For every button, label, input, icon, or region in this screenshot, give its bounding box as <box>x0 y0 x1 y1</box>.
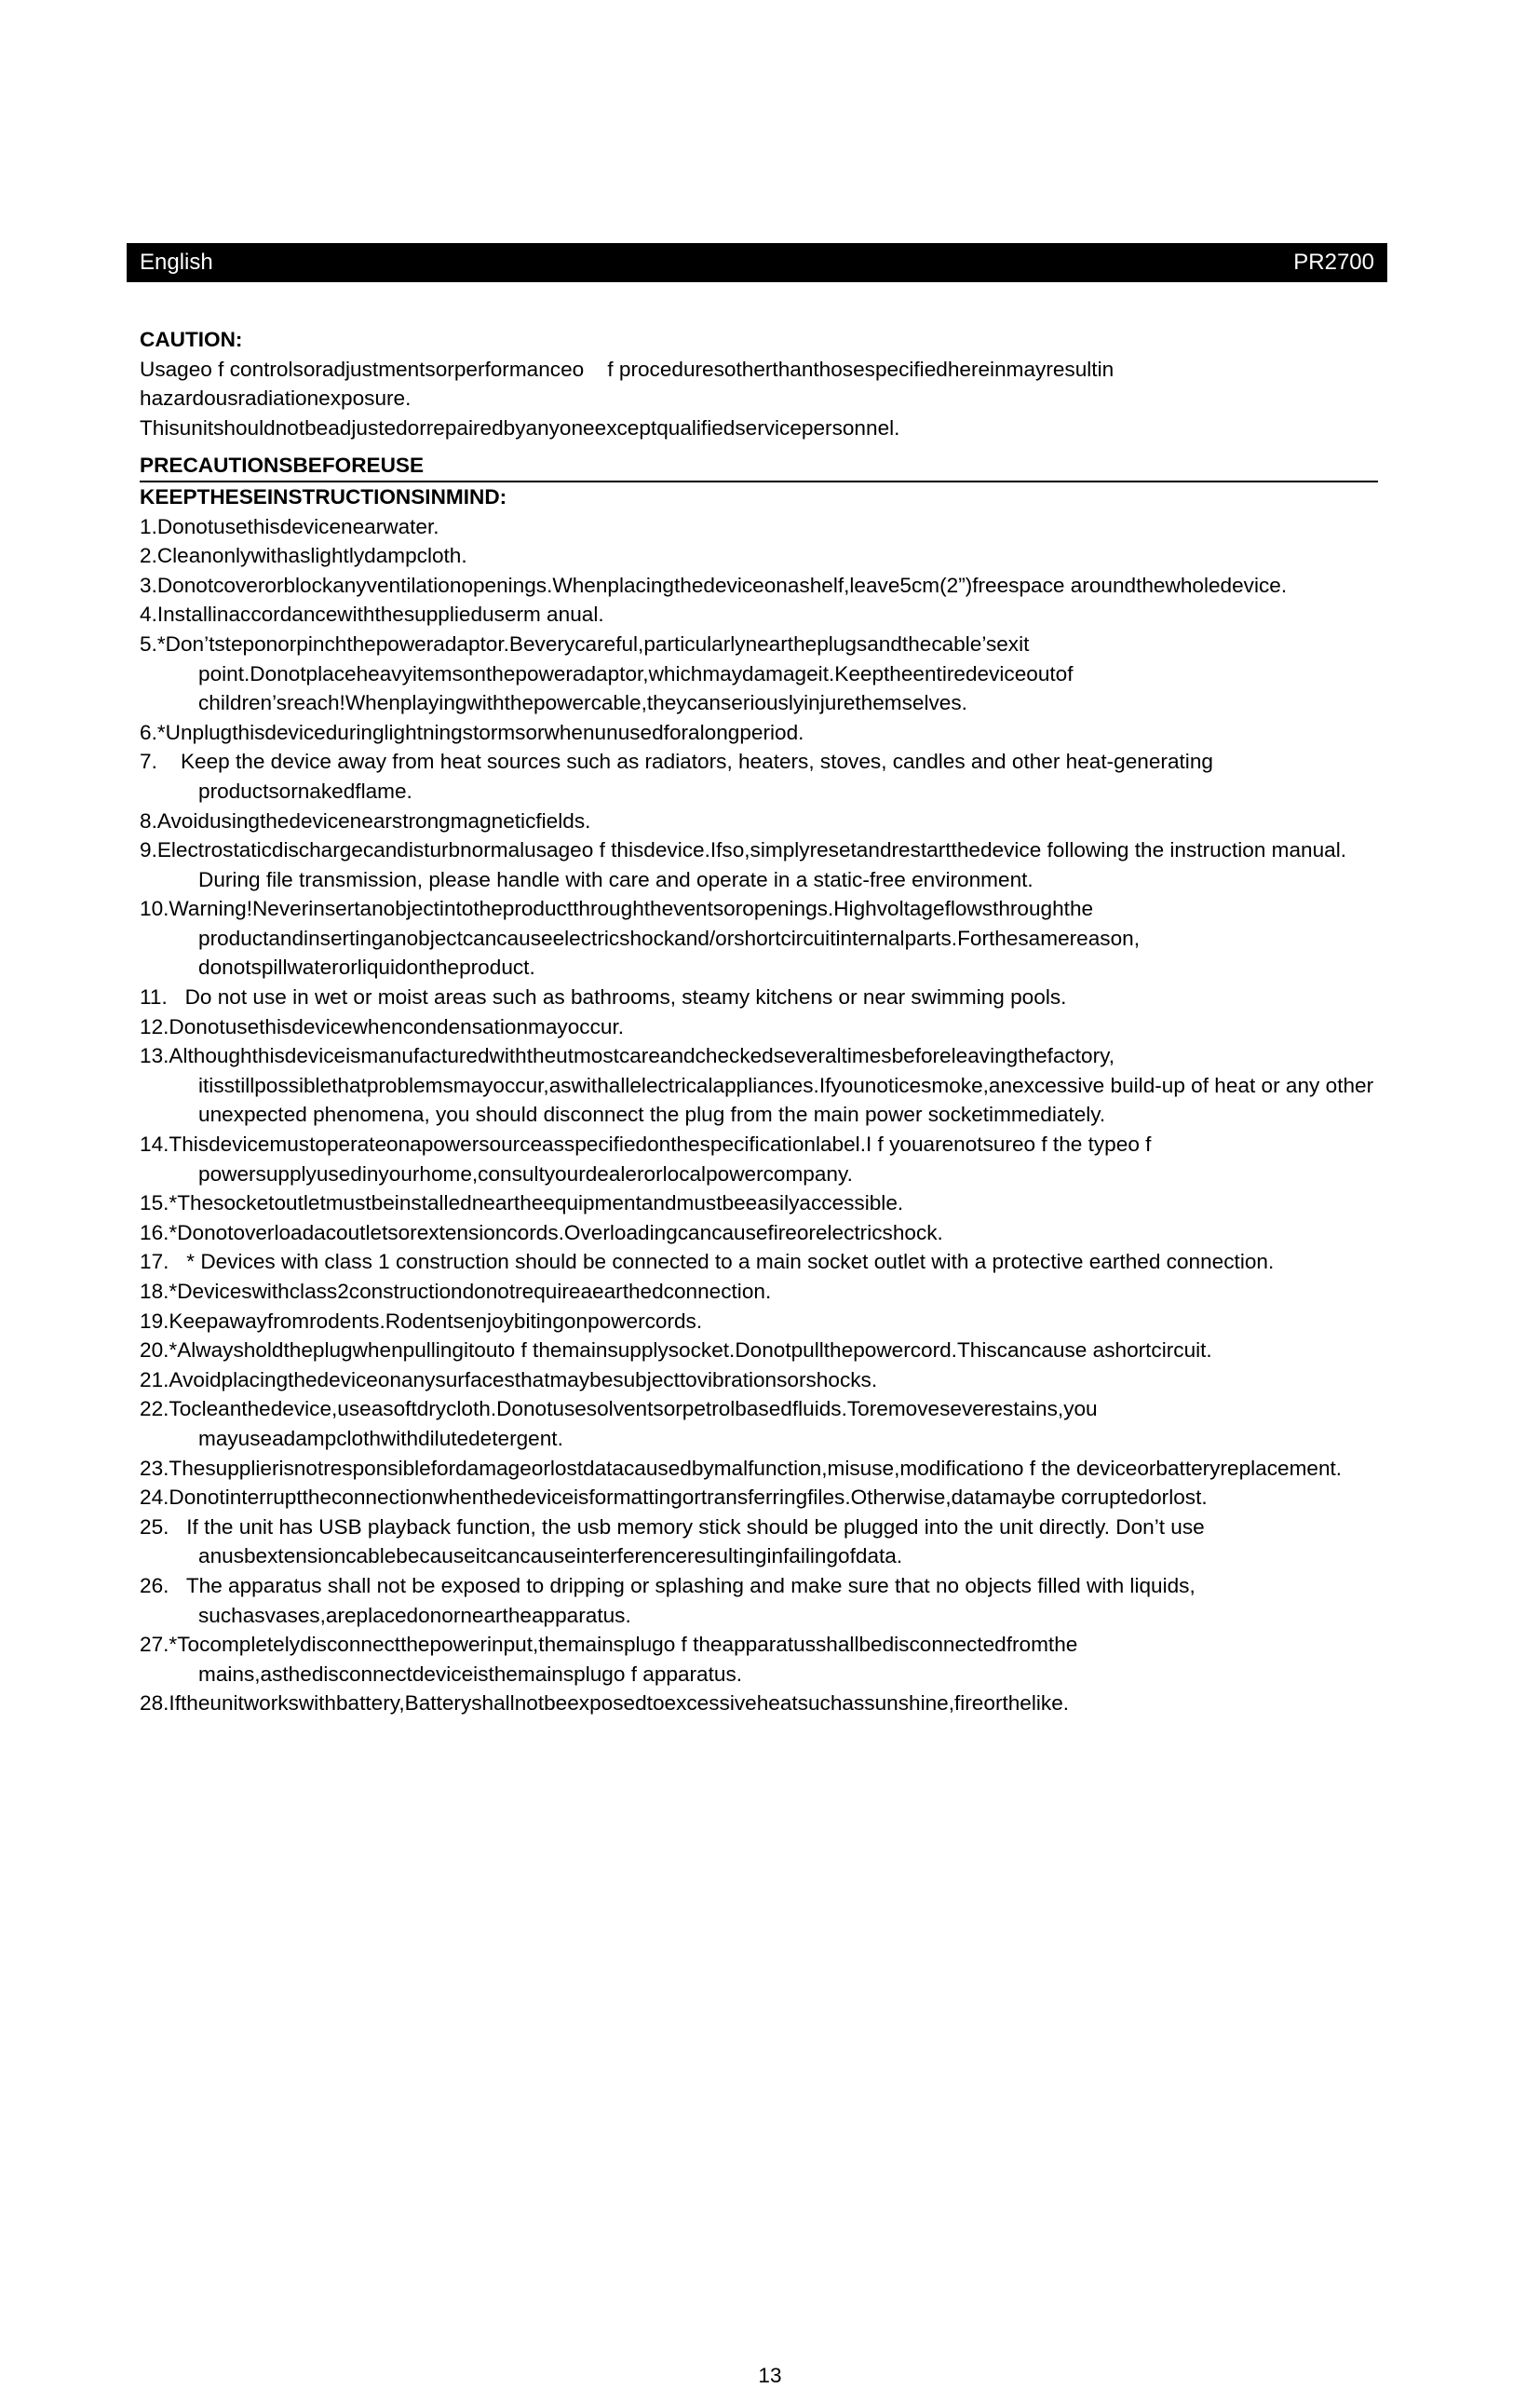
list-item <box>140 1454 1378 1484</box>
list-item <box>140 1483 1378 1513</box>
caution-line-2: hazardousradiationexposure. <box>140 387 412 411</box>
list-item-text: Thisdevicemustoperateonapowersourceasspecifiedonthespecificationlabel.I f youarenotsureo f the typeo f powersupplyusedinyourhome,consultyourdealerorlocalpowercompany. <box>169 1133 1152 1186</box>
list-item-text: Donotinterrupttheconnectionwhenthedeviceisformattingortransferringfiles.Otherwise,datamaybe corruptedorlost. <box>169 1486 1208 1510</box>
list-item-text: Avoidplacingthedeviceonanysurfacesthatmaybesubjecttovibrationsorshocks. <box>169 1367 878 1391</box>
list-item-number: 26. <box>140 1573 186 1597</box>
list-item-number: 6. <box>140 720 157 744</box>
list-item-text: * Devices with class 1 construction should be connected to a main socket outlet with a protective earthed connection. <box>186 1250 1275 1274</box>
list-item <box>140 1130 1378 1188</box>
list-item-number: 16. <box>140 1220 169 1244</box>
list-item-number: 27. <box>140 1633 169 1657</box>
list-item-number: 13. <box>140 1044 169 1068</box>
list-item <box>140 1365 1378 1395</box>
list-item <box>140 747 1378 806</box>
list-item-number: 4. <box>140 603 157 627</box>
list-item <box>140 894 1378 983</box>
list-item <box>140 1307 1378 1336</box>
list-item-number: 5. <box>140 631 157 656</box>
list-item-number: 7. <box>140 750 181 774</box>
list-item <box>140 1277 1378 1307</box>
list-item <box>140 1188 1378 1218</box>
list-item-text: Tocleanthedevice,useasoftdrycloth.Donotusesolventsorpetrolbasedfluids.Toremoveseverestains,you mayuseadampclothwithdilutedetergent. <box>169 1397 1098 1450</box>
list-item <box>140 983 1378 1012</box>
list-item-text: Donotusethisdevicenearwater. <box>156 514 439 538</box>
list-item-number: 18. <box>140 1280 169 1303</box>
list-item-number: 11. <box>140 985 185 1010</box>
list-item <box>140 1571 1378 1630</box>
list-item <box>140 807 1378 836</box>
list-item <box>140 1630 1378 1689</box>
list-item <box>140 512 1378 542</box>
list-item-text: Donotusethisdevicewhencondensationmayoccur. <box>169 1014 625 1038</box>
list-item-number: 21. <box>140 1367 169 1391</box>
caution-title: CAUTION: <box>140 328 243 351</box>
list-item-text: *Deviceswithclass2constructiondonotrequireaearthedconnection. <box>169 1280 772 1303</box>
list-item-text: Althoughthisdeviceismanufacturedwiththeutmostcareandcheckedseveraltimesbeforeleavingthefactory, itisstillpossiblethatproblemsmayoccur,aswithallelectricalappliances.Ifyounoticesmoke,anexcessive build-up of heat or any other unexpected phenomena, you should disconnect the plug from the main power socketimmediately. <box>169 1044 1374 1127</box>
list-item-text: Keepawayfromrodents.Rodentsenjoybitingonpowercords. <box>169 1309 703 1333</box>
list-item-number: 24. <box>140 1486 169 1510</box>
list-item-number: 10. <box>140 897 169 921</box>
list-item <box>140 541 1378 571</box>
list-item <box>140 630 1378 718</box>
list-item-number: 19. <box>140 1309 169 1333</box>
document-body <box>140 325 1378 1718</box>
list-item-text: *Unplugthisdeviceduringlightningstormsorwhenunusedforalongperiod. <box>156 720 804 744</box>
list-item-text: *Don’tsteponorpinchthepoweradaptor.Beverycareful,particularlyneartheplugsandthecable’sexit point.Donotplaceheavyitemsonthepoweradaptor,whichmaydamageit.Keeptheentiredeviceoutof children’sreach!Whenplayingwiththepowercable,theycanseriouslyinjurethemselves. <box>156 631 1074 715</box>
list-item-text: *Thesocketoutletmustbeinstalledneartheequipmentandmustbeeasilyaccessible. <box>169 1191 904 1215</box>
list-item-text: *Tocompletelydisconnectthepowerinput,themainsplugo f theapparatusshallbedisconnectedfromthe mains,asthedisconnectdeviceisthemainsplugo f apparatus. <box>169 1633 1078 1686</box>
list-item-number: 23. <box>140 1456 169 1480</box>
precautions-list <box>140 512 1378 1718</box>
header-language: English <box>140 250 213 275</box>
list-item-text: *Alwaysholdtheplugwhenpullingitouto f themainsupplysocket.Donotpullthepowercord.Thiscancause ashortcircuit. <box>169 1338 1212 1363</box>
precautions-subtitle: KEEPTHESEINSTRUCTIONSINMIND: <box>140 484 507 509</box>
list-item <box>140 1513 1378 1571</box>
list-item <box>140 1012 1378 1042</box>
list-item <box>140 1247 1378 1277</box>
list-item-number: 22. <box>140 1397 169 1421</box>
list-item-number: 20. <box>140 1338 169 1363</box>
list-item <box>140 1394 1378 1453</box>
list-item-number: 8. <box>140 808 157 833</box>
list-item-text: If the unit has USB playback function, the usb memory stick should be plugged into the unit directly. Don’t use anusbextensioncablebecauseitcancauseinterferenceresultinginfailingofdata. <box>186 1514 1205 1568</box>
list-item-text: Installinaccordancewiththesupplieduserm anual. <box>156 603 604 627</box>
list-item-text: Avoidusingthedevicenearstrongmagneticfields. <box>156 808 591 833</box>
list-item-number: 28. <box>140 1691 169 1716</box>
list-item-text: Warning!Neverinsertanobjectintotheproductthroughtheventsoropenings.Highvoltageflowsthroughthe productandinsertinganobjectcancauseelectricshockand/orshortcircuitinternalparts.Forthesamereason, donotspillwaterorliquidontheproduct. <box>169 897 1140 980</box>
list-item <box>140 1689 1378 1718</box>
list-item-text: Thesupplierisnotresponsiblefordamageorlostdatacausedbymalfunction,misuse,modificationo f the deviceorbatteryreplacement. <box>169 1456 1343 1480</box>
list-item <box>140 571 1378 601</box>
list-item-number: 9. <box>140 838 157 862</box>
list-item-text: Donotcoverorblockanyventilationopenings.Whenplacingthedeviceonashelf,leave5cm(2”)freespace aroundthewholedevice. <box>156 573 1288 597</box>
precautions-title: PRECAUTIONSBEFOREUSE <box>140 451 1378 482</box>
list-item-text: Electrostaticdischargecandisturbnormalusageo f thisdevice.Ifso,simplyresetandrestartthedevice following the instruction manual. During file transmission, please handle with care and operate in a static-free environment. <box>156 838 1347 891</box>
list-item-number: 25. <box>140 1514 187 1539</box>
list-item-text: Do not use in wet or moist areas such as bathrooms, steamy kitchens or near swimming pools. <box>184 985 1067 1010</box>
list-item-number: 14. <box>140 1133 169 1157</box>
list-item-text: The apparatus shall not be exposed to dripping or splashing and make sure that no objects filled with liquids, suchasvases,areplacedonorneartheapparatus. <box>185 1573 1196 1627</box>
list-item-number: 2. <box>140 544 157 568</box>
list-item-number: 1. <box>140 514 157 538</box>
list-item-text: Cleanonlywithaslightlydampcloth. <box>156 544 467 568</box>
list-item-number: 3. <box>140 573 157 597</box>
list-item-text: Iftheunitworkswithbattery,Batteryshallnotbeexposedtoexcessiveheatsuchassunshine,fireorthelike. <box>169 1691 1070 1716</box>
list-item <box>140 1218 1378 1248</box>
list-item-number: 15. <box>140 1191 169 1215</box>
list-item-text: Keep the device away from heat sources such as radiators, heaters, stoves, candles and other heat-generating productsornakedflame. <box>180 750 1213 803</box>
page-header-bar <box>127 243 1387 282</box>
list-item <box>140 600 1378 630</box>
list-item-number: 17. <box>140 1250 187 1274</box>
list-item <box>140 1041 1378 1130</box>
list-item-number: 12. <box>140 1014 169 1038</box>
header-model: PR2700 <box>1293 250 1374 275</box>
caution-line-1: Usageo f controlsoradjustmentsorperformanceo f proceduresotherthanthosespecifiedhereinmayresultin <box>140 357 1114 381</box>
page-number: 13 <box>758 2364 782 2387</box>
caution-line-3: Thisunitshouldnotbeadjustedorrepairedbyanyoneexceptqualifiedservicepersonnel. <box>140 415 900 440</box>
list-item <box>140 835 1378 894</box>
list-item-text: *Donotoverloadacoutletsorextensioncords.Overloadingcancausefireorelectricshock. <box>169 1220 943 1244</box>
list-item <box>140 1336 1378 1365</box>
list-item <box>140 718 1378 748</box>
